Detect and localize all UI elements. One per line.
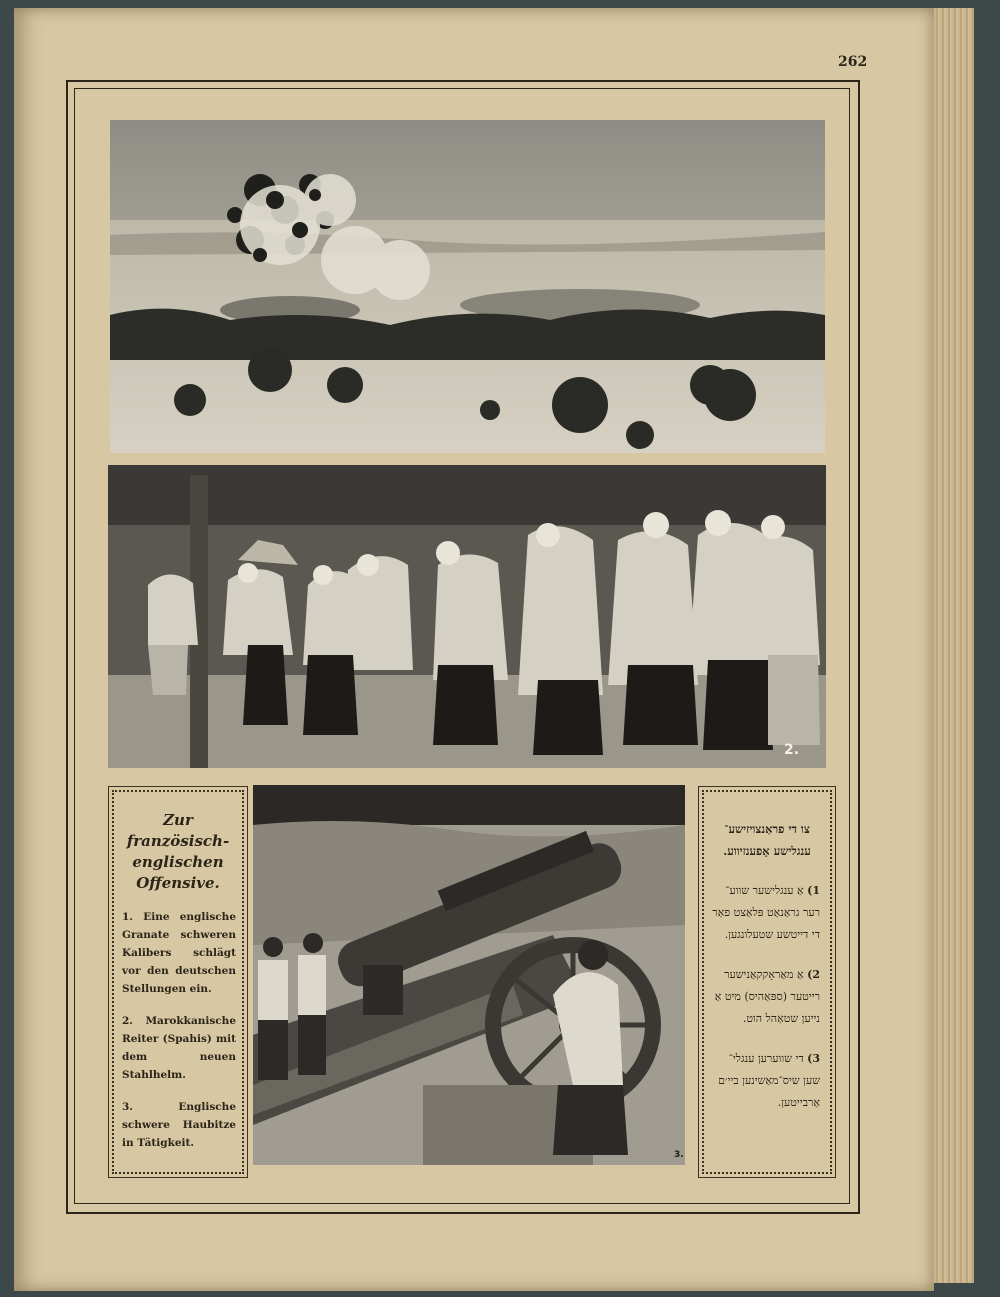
caption-yiddish-item-1-number: 1) [807, 884, 820, 897]
caption-german-item-2-number: 2. [122, 1015, 133, 1027]
page-fore-edge [934, 8, 974, 1283]
caption-yiddish-title: צו די פראַנצויזישע־ ענגלישע אָפענזיווע. [723, 822, 811, 858]
caption-german-item-2-text: Marokkanische Reiter (Spahis) mit dem neuen Stahlhelm. [122, 1015, 236, 1081]
page-number: 262 [838, 54, 868, 70]
photo-english-howitzer [253, 785, 685, 1165]
caption-german-item-3-number: 3. [122, 1101, 133, 1113]
caption-german-title: Zur französisch-englischen Offensive. [126, 811, 230, 892]
photo-shell-explosion [110, 120, 825, 453]
caption-german-item-1 [122, 908, 236, 998]
caption-german-item-3 [122, 1098, 236, 1152]
caption-german-item-3-text: Englische schwere Haubitze in Tätigkeit. [122, 1101, 236, 1149]
caption-yiddish-item-3 [712, 1048, 820, 1114]
caption-yiddish-item-1 [712, 880, 820, 946]
caption-yiddish [702, 790, 832, 1174]
caption-yiddish-item-3-number: 3) [807, 1052, 820, 1065]
caption-german-item-1-number: 1. [122, 911, 133, 923]
plate-number-3: 3. [674, 1150, 684, 1160]
caption-german-item-2 [122, 1012, 236, 1084]
caption-german [112, 790, 244, 1174]
caption-german-item-1-text: Eine englische Granate schweren Kalibers schlägt vor den deutschen Stellungen ein. [122, 911, 236, 995]
plate-number-2: 2. [784, 742, 800, 758]
caption-yiddish-item-2-number: 2) [807, 968, 820, 981]
caption-yiddish-item-2 [712, 964, 820, 1030]
caption-yiddish-item-3-text: די שווערען ענגלי־ שען שיס־מאַשינען ביי׳ם אַרבייטען. [718, 1052, 820, 1109]
caption-yiddish-item-2-text: אַ מאַראָקקאַנישער רייטער (ספּאַהיס) מיט אַ נייען שטאַהל הוט. [714, 968, 820, 1025]
photo-moroccan-cavalry [108, 465, 826, 768]
caption-yiddish-item-1-text: אַ ענגלישער שווע־ רער גראַנאַט פּלאַצט פאַר די דייטשע שטעלונגען. [712, 884, 820, 941]
